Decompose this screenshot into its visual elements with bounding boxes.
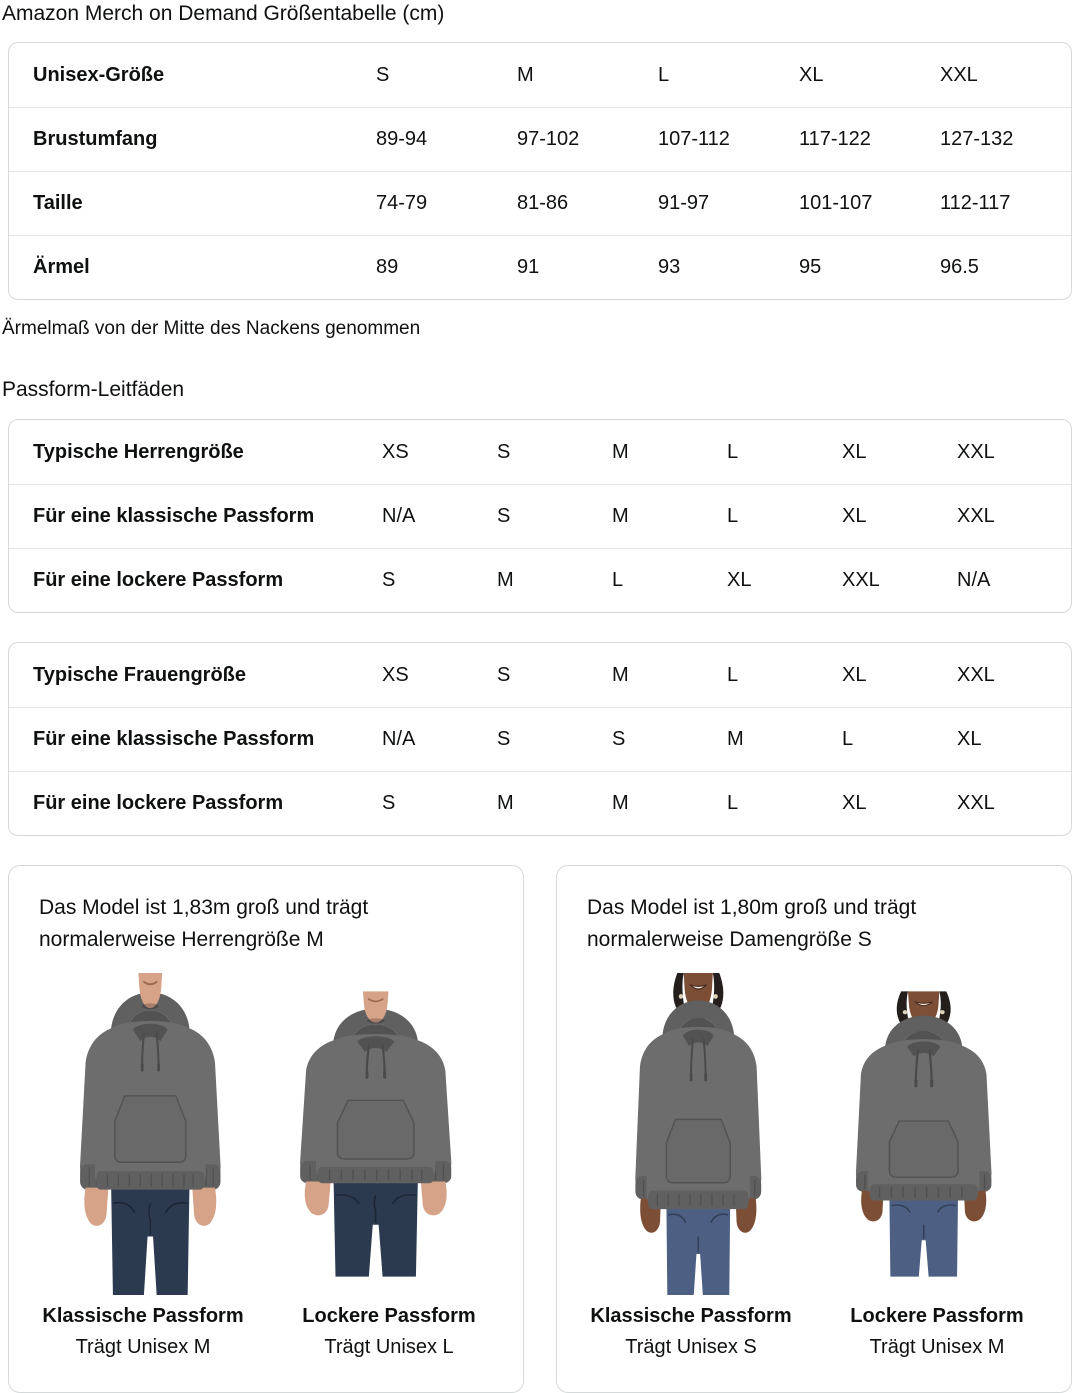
table-cell: XXL bbox=[957, 440, 995, 463]
model-description: Das Model ist 1,83m groß und trägt normalerweise Herrengröße M bbox=[39, 896, 369, 951]
table-cell: M bbox=[497, 792, 514, 814]
row-label: Unisex-Größe bbox=[33, 63, 165, 86]
figure-block bbox=[827, 973, 1047, 1359]
table-cell: S bbox=[382, 569, 396, 591]
table-row bbox=[9, 484, 1071, 548]
unisex-size-table bbox=[8, 42, 1072, 300]
page-title: Amazon Merch on Demand Größentabelle (cm) bbox=[2, 2, 445, 25]
table-row bbox=[9, 107, 1071, 171]
fit-label: Klassische Passform bbox=[590, 1305, 792, 1327]
table-cell: M bbox=[612, 663, 629, 686]
fit-guides-heading: Passform-Leitfäden bbox=[2, 378, 185, 401]
table-cell: S bbox=[497, 663, 511, 686]
table-cell: XXL bbox=[957, 792, 995, 814]
table-cell: S bbox=[497, 505, 511, 527]
table-header-row bbox=[9, 43, 1071, 107]
table-cell: XS bbox=[382, 663, 409, 686]
table-cell: S bbox=[612, 728, 626, 750]
table-cell: XL bbox=[957, 728, 982, 750]
table-cell: XL bbox=[842, 440, 867, 463]
sleeve-measure-note: Ärmelmaß von der Mitte des Nackens genommen bbox=[2, 318, 421, 339]
row-label: Für eine klassische Passform bbox=[33, 728, 315, 750]
table-row bbox=[9, 235, 1071, 299]
fit-label: Klassische Passform bbox=[42, 1305, 244, 1327]
table-cell: M bbox=[497, 569, 514, 591]
figures-row bbox=[33, 973, 499, 1359]
table-cell: 93 bbox=[658, 256, 681, 278]
table-cell: XXL bbox=[957, 505, 995, 527]
table-cell: XXL bbox=[957, 663, 995, 686]
row-label: Ärmel bbox=[33, 256, 90, 278]
table-cell: 81-86 bbox=[517, 192, 569, 214]
table-cell: 112-117 bbox=[940, 192, 1011, 214]
size-label: Trägt Unisex L bbox=[324, 1336, 454, 1358]
table-cell: 97-102 bbox=[517, 128, 580, 150]
table-cell: 96.5 bbox=[940, 256, 979, 278]
figure-block bbox=[33, 973, 253, 1359]
mens-model-card bbox=[8, 865, 524, 1393]
row-label: Für eine lockere Passform bbox=[33, 569, 284, 591]
table-cell: XXL bbox=[842, 569, 880, 591]
table-cell: XL bbox=[727, 569, 752, 591]
row-label: Für eine lockere Passform bbox=[33, 792, 284, 814]
mens-fit-table bbox=[8, 419, 1072, 613]
table-cell: 95 bbox=[799, 256, 822, 278]
table-cell: M bbox=[612, 440, 629, 463]
column-header: XXL bbox=[940, 63, 978, 86]
row-label: Für eine klassische Passform bbox=[33, 505, 315, 527]
table-cell: 74-79 bbox=[376, 192, 428, 214]
table-cell: N/A bbox=[382, 505, 416, 527]
size-label: Trägt Unisex M bbox=[75, 1336, 211, 1358]
womens-fit-table bbox=[8, 642, 1072, 836]
table-row bbox=[9, 771, 1071, 835]
table-cell: L bbox=[727, 505, 739, 527]
row-label: Taille bbox=[33, 192, 83, 214]
fit-label: Lockere Passform bbox=[302, 1305, 476, 1327]
table-cell: M bbox=[612, 792, 629, 814]
womens-model-card bbox=[556, 865, 1072, 1393]
column-header: XL bbox=[799, 63, 824, 86]
table-row bbox=[9, 420, 1071, 484]
table-cell: XL bbox=[842, 505, 867, 527]
table-cell: L bbox=[842, 728, 854, 750]
table-cell: 127-132 bbox=[940, 128, 1014, 150]
model-description: Das Model ist 1,80m groß und trägt normalerweise Damengröße S bbox=[587, 896, 917, 951]
table-cell: 107-112 bbox=[658, 128, 730, 150]
table-cell: 89 bbox=[376, 256, 399, 278]
row-label: Typische Herrengröße bbox=[33, 440, 244, 463]
column-header: M bbox=[517, 63, 534, 86]
table-cell: N/A bbox=[382, 728, 416, 750]
figure-block bbox=[581, 973, 801, 1359]
table-row bbox=[9, 707, 1071, 771]
table-cell: 91 bbox=[517, 256, 540, 278]
table-cell: XL bbox=[842, 792, 867, 814]
table-cell: L bbox=[727, 663, 739, 686]
table-row bbox=[9, 643, 1071, 707]
size-label: Trägt Unisex S bbox=[625, 1336, 757, 1358]
model-photo-mens-classic bbox=[40, 973, 246, 1295]
model-photo-womens-loose bbox=[834, 973, 1040, 1295]
table-cell: L bbox=[727, 440, 739, 463]
table-cell: S bbox=[497, 728, 511, 750]
table-cell: M bbox=[612, 505, 629, 527]
figures-row bbox=[581, 973, 1047, 1359]
table-cell: S bbox=[382, 792, 396, 814]
table-cell: 89-94 bbox=[376, 128, 428, 150]
table-cell: 91-97 bbox=[658, 192, 710, 214]
table-cell: L bbox=[612, 569, 624, 591]
row-label: Brustumfang bbox=[33, 128, 158, 150]
row-label: Typische Frauengröße bbox=[33, 663, 247, 686]
table-cell: XL bbox=[842, 663, 867, 686]
column-header: S bbox=[376, 63, 390, 86]
table-cell: 117-122 bbox=[799, 128, 871, 150]
model-photo-mens-loose bbox=[286, 973, 492, 1295]
fit-label: Lockere Passform bbox=[850, 1305, 1024, 1327]
model-photo-womens-classic bbox=[588, 973, 794, 1295]
table-row bbox=[9, 548, 1071, 612]
column-header: L bbox=[658, 63, 670, 86]
model-cards-section bbox=[8, 865, 1072, 1393]
table-row bbox=[9, 171, 1071, 235]
table-cell: 101-107 bbox=[799, 192, 873, 214]
table-cell: S bbox=[497, 440, 511, 463]
figure-block bbox=[279, 973, 499, 1359]
table-cell: M bbox=[727, 728, 744, 750]
table-cell: L bbox=[727, 792, 739, 814]
table-cell: XS bbox=[382, 440, 409, 463]
table-cell: N/A bbox=[957, 569, 991, 591]
size-label: Trägt Unisex M bbox=[869, 1336, 1005, 1358]
